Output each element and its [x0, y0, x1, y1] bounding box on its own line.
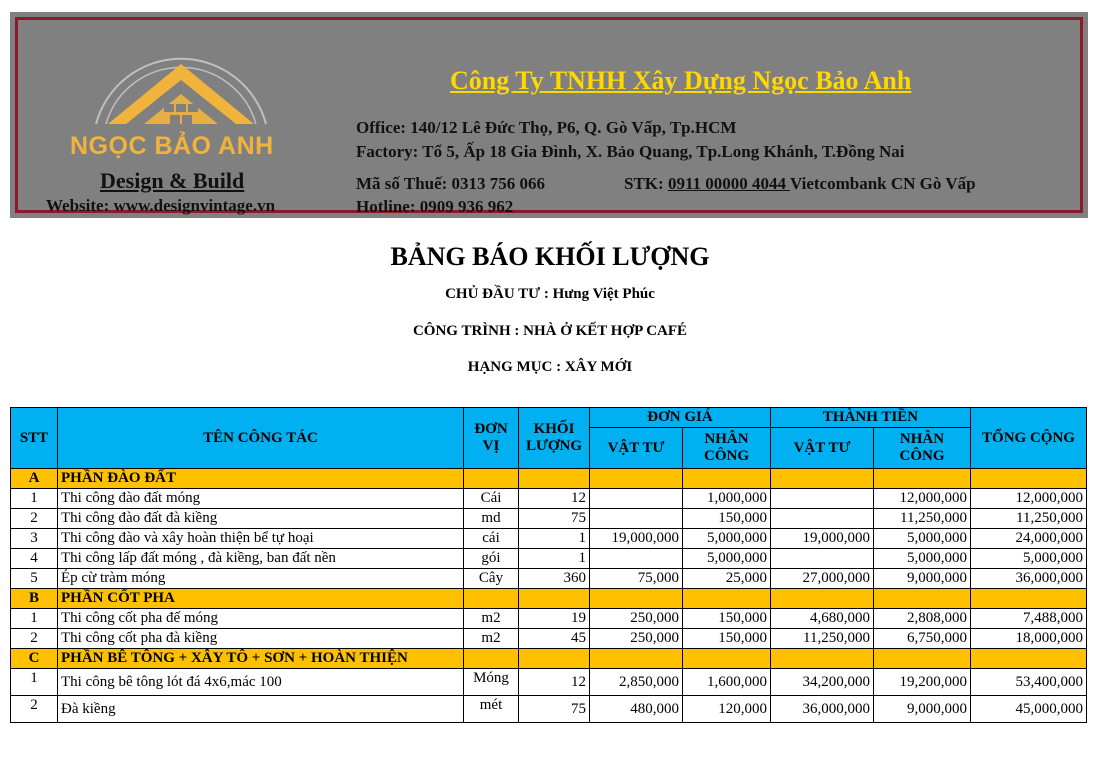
header-amount: THÀNH TIỀN — [771, 408, 971, 428]
cell-stt: 1 — [11, 669, 58, 696]
cell-name: Thi công cốt pha đà kiềng — [58, 629, 464, 649]
header-material-price: VẬT TƯ — [590, 428, 683, 469]
section-empty-cell — [590, 589, 683, 609]
cell-lab-amt: 5,000,000 — [874, 529, 971, 549]
tax-code: Mã số Thuế: 0313 756 066 — [356, 174, 546, 193]
section-empty-cell — [464, 649, 519, 669]
cell-lab-amt: 5,000,000 — [874, 549, 971, 569]
section-code: A — [11, 469, 58, 489]
section-empty-cell — [519, 469, 590, 489]
section-empty-cell — [590, 649, 683, 669]
cell-lab-price: 150,000 — [683, 509, 771, 529]
cell-total: 18,000,000 — [971, 629, 1087, 649]
cell-stt: 1 — [11, 609, 58, 629]
cell-lab-price: 5,000,000 — [683, 529, 771, 549]
cell-qty: 12 — [519, 669, 590, 696]
cell-lab-amt: 9,000,000 — [874, 569, 971, 589]
cell-total: 5,000,000 — [971, 549, 1087, 569]
cell-lab-price: 1,600,000 — [683, 669, 771, 696]
section-empty-cell — [874, 469, 971, 489]
header-task-name: TÊN CÔNG TÁC — [58, 408, 464, 469]
section-row — [11, 469, 1087, 489]
cell-mat-amt — [771, 509, 874, 529]
cell-stt: 4 — [11, 549, 58, 569]
cell-stt: 3 — [11, 529, 58, 549]
letterhead-border — [15, 17, 1083, 216]
header-unit-price: ĐƠN GIÁ — [590, 408, 771, 428]
section-title: PHẦN CỐT PHA — [58, 589, 464, 609]
cell-lab-price: 25,000 — [683, 569, 771, 589]
cell-unit: cái — [464, 529, 519, 549]
cell-lab-price: 5,000,000 — [683, 549, 771, 569]
hotline: Hotline: 0909 936 962 — [356, 197, 514, 216]
cell-name: Thi công bê tông lót đá 4x6,mác 100 — [58, 669, 464, 696]
cell-qty: 1 — [519, 549, 590, 569]
cell-qty: 75 — [519, 509, 590, 529]
cell-total: 45,000,000 — [971, 696, 1087, 723]
cell-stt: 1 — [11, 489, 58, 509]
table-row — [11, 696, 1087, 723]
section-empty-cell — [464, 469, 519, 489]
section-title: PHẦN BÊ TÔNG + XÂY TÔ + SƠN + HOÀN THIỆN — [58, 649, 464, 669]
section-empty-cell — [874, 649, 971, 669]
cell-lab-price: 120,000 — [683, 696, 771, 723]
section-row — [11, 589, 1087, 609]
owner-line: CHỦ ĐẦU TƯ : Hưng Việt Phúc — [445, 286, 655, 302]
bank-account — [624, 174, 976, 194]
cell-name: Thi công lấp đất móng , đà kiềng, ban đất nền — [58, 549, 464, 569]
section-empty-cell — [683, 469, 771, 489]
cell-mat-price: 75,000 — [590, 569, 683, 589]
section-empty-cell — [683, 589, 771, 609]
project-line: CÔNG TRÌNH : NHÀ Ở KẾT HỢP CAFÉ — [412, 323, 688, 339]
cell-lab-amt: 2,808,000 — [874, 609, 971, 629]
section-empty-cell — [971, 589, 1087, 609]
cell-name: Đà kiềng — [58, 696, 464, 723]
cell-mat-price: 250,000 — [590, 609, 683, 629]
table-row — [11, 609, 1087, 629]
table-row — [11, 529, 1087, 549]
section-code: C — [11, 649, 58, 669]
section-empty-cell — [771, 589, 874, 609]
cell-unit: Cây — [464, 569, 519, 589]
quantity-table — [10, 407, 1087, 723]
header-stt: STT — [11, 408, 58, 469]
section-empty-cell — [771, 469, 874, 489]
website-text: Website: www.designvintage.vn — [46, 196, 276, 215]
cell-mat-price: 19,000,000 — [590, 529, 683, 549]
table-body — [11, 469, 1087, 723]
cell-total: 24,000,000 — [971, 529, 1087, 549]
cell-total: 11,250,000 — [971, 509, 1087, 529]
bank-account-number: 0911 00000 4044 — [667, 174, 790, 193]
section-empty-cell — [519, 649, 590, 669]
cell-lab-amt: 6,750,000 — [874, 629, 971, 649]
table-row — [11, 669, 1087, 696]
section-empty-cell — [464, 589, 519, 609]
cell-mat-price: 2,850,000 — [590, 669, 683, 696]
cell-mat-amt — [771, 549, 874, 569]
cell-qty: 360 — [519, 569, 590, 589]
cell-mat-amt: 11,250,000 — [771, 629, 874, 649]
cell-stt: 5 — [11, 569, 58, 589]
cell-mat-amt: 27,000,000 — [771, 569, 874, 589]
cell-mat-price: 480,000 — [590, 696, 683, 723]
cell-lab-price: 1,000,000 — [683, 489, 771, 509]
table-row — [11, 569, 1087, 589]
header-total: TỔNG CỘNG — [971, 408, 1087, 469]
office-address: Office: 140/12 Lê Đức Thọ, P6, Q. Gò Vấp, Tp.HCM — [356, 118, 737, 137]
cell-lab-amt: 12,000,000 — [874, 489, 971, 509]
section-empty-cell — [971, 649, 1087, 669]
cell-qty: 75 — [519, 696, 590, 723]
cell-mat-price — [590, 489, 683, 509]
table-row — [11, 489, 1087, 509]
cell-lab-amt: 11,250,000 — [874, 509, 971, 529]
cell-mat-amt: 36,000,000 — [771, 696, 874, 723]
cell-stt: 2 — [11, 696, 58, 723]
section-row — [11, 649, 1087, 669]
cell-unit: m2 — [464, 609, 519, 629]
table-row — [11, 549, 1087, 569]
section-empty-cell — [874, 589, 971, 609]
section-empty-cell — [971, 469, 1087, 489]
section-empty-cell — [771, 649, 874, 669]
section-title: PHẦN ĐÀO ĐẤT — [58, 469, 464, 489]
section-empty-cell — [590, 469, 683, 489]
factory-address: Factory: Tổ 5, Ấp 18 Gia Đình, X. Bảo Quang, Tp.Long Khánh, T.Đồng Nai — [356, 142, 905, 161]
roof-logo-icon — [86, 46, 276, 128]
category-line: HẠNG MỤC : XÂY MỚI — [467, 359, 633, 375]
cell-mat-amt: 34,200,000 — [771, 669, 874, 696]
bank-account-label: STK: — [624, 174, 668, 193]
cell-mat-price: 250,000 — [590, 629, 683, 649]
cell-mat-amt: 4,680,000 — [771, 609, 874, 629]
bank-name: Vietcombank CN Gò Vấp — [789, 174, 976, 193]
cell-mat-amt — [771, 489, 874, 509]
cell-name: Thi công cốt pha đế móng — [58, 609, 464, 629]
header-unit: ĐƠN VỊ — [464, 408, 519, 469]
header-material-amount: VẬT TƯ — [771, 428, 874, 469]
cell-mat-price — [590, 509, 683, 529]
cell-unit: mét — [464, 696, 519, 723]
header-labor-amount: NHÂN CÔNG — [874, 428, 971, 469]
cell-name: Thi công đào đất móng — [58, 489, 464, 509]
cell-total: 53,400,000 — [971, 669, 1087, 696]
section-code: B — [11, 589, 58, 609]
cell-lab-amt: 9,000,000 — [874, 696, 971, 723]
cell-total: 7,488,000 — [971, 609, 1087, 629]
document-title: BẢNG BÁO KHỐI LƯỢNG — [390, 242, 710, 271]
cell-name: Thi công đào và xây hoàn thiện bể tự hoại — [58, 529, 464, 549]
table-row — [11, 629, 1087, 649]
cell-total: 12,000,000 — [971, 489, 1087, 509]
company-name: Công Ty TNHH Xây Dựng Ngọc Bảo Anh — [450, 66, 912, 95]
cell-stt: 2 — [11, 629, 58, 649]
cell-qty: 12 — [519, 489, 590, 509]
header-labor-price: NHÂN CÔNG — [683, 428, 771, 469]
cell-lab-amt: 19,200,000 — [874, 669, 971, 696]
cell-unit: Cái — [464, 489, 519, 509]
cell-unit: gói — [464, 549, 519, 569]
brand-tagline: Design & Build — [100, 168, 245, 193]
header-quantity: KHỐI LƯỢNG — [519, 408, 590, 469]
cell-name: Thi công đào đất đà kiềng — [58, 509, 464, 529]
brand-name: NGỌC BẢO ANH — [70, 132, 274, 160]
table-row — [11, 509, 1087, 529]
cell-lab-price: 150,000 — [683, 609, 771, 629]
cell-qty: 45 — [519, 629, 590, 649]
cell-stt: 2 — [11, 509, 58, 529]
section-empty-cell — [519, 589, 590, 609]
cell-mat-amt: 19,000,000 — [771, 529, 874, 549]
cell-unit: m2 — [464, 629, 519, 649]
cell-unit: Móng — [464, 669, 519, 696]
cell-qty: 19 — [519, 609, 590, 629]
section-empty-cell — [683, 649, 771, 669]
cell-qty: 1 — [519, 529, 590, 549]
cell-lab-price: 150,000 — [683, 629, 771, 649]
cell-name: Ép cừ tràm móng — [58, 569, 464, 589]
cell-unit: md — [464, 509, 519, 529]
letterhead-banner — [10, 12, 1088, 218]
cell-mat-price — [590, 549, 683, 569]
cell-total: 36,000,000 — [971, 569, 1087, 589]
